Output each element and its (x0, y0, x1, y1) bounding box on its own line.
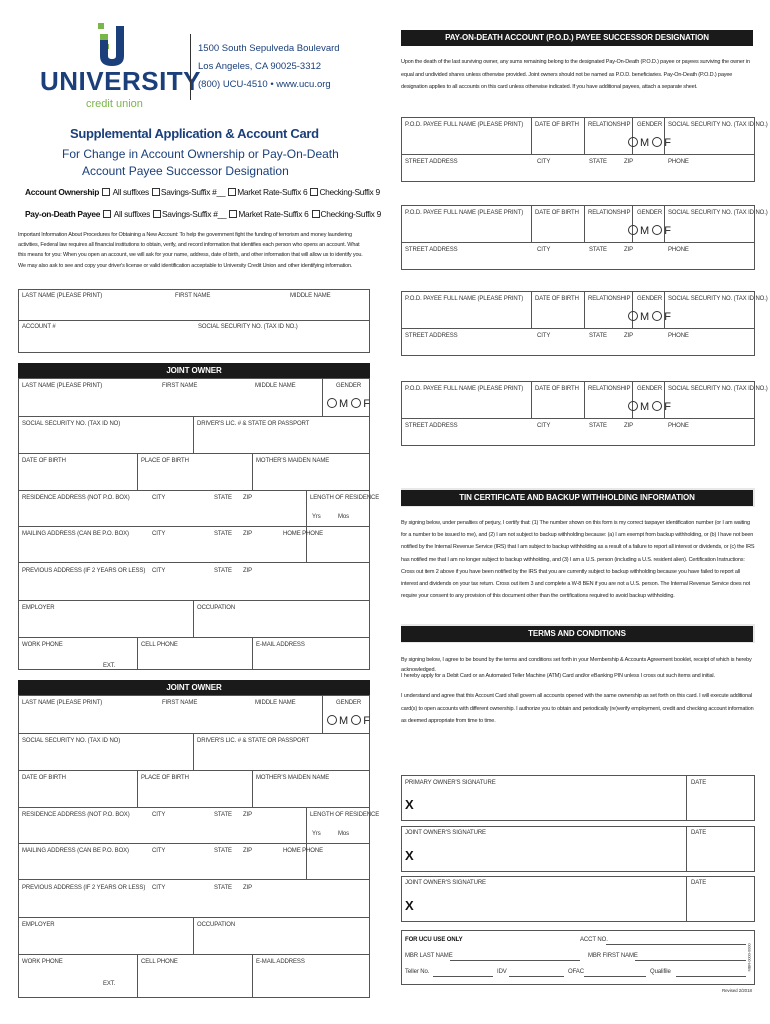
address-line-1: 1500 South Sepulveda Boulevard (198, 43, 340, 54)
terms-paragraph-1: By signing below, I agree to be bound by the terms and conditions set forth in your Membership & Accounts Agreement booklet, receipt of which is hereby acknowledged. (401, 657, 752, 673)
joint2-first-name-field[interactable]: FIRST NAME (162, 700, 198, 706)
pod4-zip-field: ZIP (624, 423, 634, 429)
pod-market-checkbox[interactable] (229, 210, 237, 218)
primary-first-name-field[interactable]: FIRST NAME (175, 293, 211, 299)
primary-middle-name-field[interactable]: MIDDLE NAME (290, 293, 331, 299)
joint1-prev-city-label: CITY (152, 568, 166, 574)
pod1-dob-field[interactable]: DATE OF BIRTH (535, 122, 579, 128)
joint1-work-phone-field[interactable]: WORK PHONE (22, 642, 63, 648)
important-info-text: Important Information About Procedures for Obtaining a New Account: To help the government fight the funding of terrorism and money laundering activities, Federal law requires all financial institutions to obtain, verify, and record information that identifies each person who opens an account. What this means for you: When you open an account, we will ask for your name, address, date of birth, and other information that will allow us to identify you. We may also ask to see and copy your driver's license or valid identification acceptable to University Credit Union and other identifying information. (18, 232, 363, 269)
joint2-work-phone-field[interactable]: WORK PHONE (22, 959, 63, 965)
pod2-gender-options[interactable]: M F (628, 225, 671, 237)
pod4-phone-field[interactable]: PHONE (668, 423, 689, 429)
joint2-signature-label: JOINT OWNER'S SIGNATURE (405, 880, 486, 886)
pod1-zip-field: ZIP (624, 159, 634, 165)
logo-subtitle: credit union (86, 98, 143, 110)
pod2-name-field[interactable]: P.O.D. PAYEE FULL NAME (PLEASE PRINT) (405, 210, 524, 216)
joint2-dob-field[interactable]: DATE OF BIRTH (22, 775, 66, 781)
pod1-state-field: STATE (589, 159, 607, 165)
ownership-savings-checkbox[interactable] (152, 188, 160, 196)
account-ownership-row: Account Ownership All suffixes Savings-Suffix #__ Market Rate-Suffix 6 Checking-Suffix 9 (25, 187, 380, 197)
pod3-gender-options[interactable]: M F (628, 311, 671, 323)
pod3-dob-field[interactable]: DATE OF BIRTH (535, 296, 579, 302)
joint1-cell-field[interactable]: CELL PHONE (141, 642, 178, 648)
primary-signature-label: PRIMARY OWNER'S SIGNATURE (405, 780, 496, 786)
primary-account-field[interactable]: ACCOUNT # (22, 324, 56, 330)
joint1-previous-field[interactable]: PREVIOUS ADDRESS (IF 2 YEARS OR LESS) (22, 568, 146, 574)
joint2-mos-label: Mos (338, 831, 350, 837)
revised-date: Revised 2/2018 (722, 988, 752, 993)
joint1-first-name-field[interactable]: FIRST NAME (162, 383, 198, 389)
pod1-rel-field[interactable]: RELATIONSHIP (588, 122, 631, 128)
joint2-yrs-label: Yrs (312, 831, 321, 837)
joint-owner-2-header: JOINT OWNER (18, 680, 370, 695)
pod3-state-field: STATE (589, 333, 607, 339)
pod4-city-field: CITY (537, 423, 551, 429)
ownership-market-checkbox[interactable] (228, 188, 236, 196)
address-line-2: Los Angeles, CA 90025-3312 (198, 61, 322, 72)
joint2-occupation-field[interactable]: OCCUPATION (197, 922, 236, 928)
joint2-ssn-field[interactable]: SOCIAL SECURITY NO. (TAX ID NO) (22, 738, 121, 744)
pod2-state-field: STATE (589, 247, 607, 253)
joint1-maiden-field[interactable]: MOTHER'S MAIDEN NAME (256, 458, 330, 464)
joint2-signature-x: X (405, 898, 414, 913)
pod1-gender-options[interactable]: M F (628, 137, 671, 149)
office-mbr-last-label: MBR LAST NAME (405, 953, 453, 959)
pod-section-header: PAY-ON-DEATH ACCOUNT (P.O.D.) PAYEE SUCCESSOR DESIGNATION (401, 30, 753, 46)
pod2-dob-field[interactable]: DATE OF BIRTH (535, 210, 579, 216)
joint2-cell-field[interactable]: CELL PHONE (141, 959, 178, 965)
joint1-length-label: LENGTH OF RESIDENCE (310, 495, 380, 501)
joint1-signature-x: X (405, 848, 414, 863)
joint1-mail-city-label: CITY (152, 531, 166, 537)
joint1-res-zip-label: ZIP (243, 495, 253, 501)
tin-section-header: TIN CERTIFICATE AND BACKUP WITHHOLDING INFORMATION (401, 490, 753, 506)
joint1-res-city-label: CITY (152, 495, 166, 501)
form-number-vertical: MBR-0000-0000 (746, 943, 752, 972)
joint2-res-state-label: STATE (214, 812, 232, 818)
joint2-employer-field[interactable]: EMPLOYER (22, 922, 55, 928)
page-subtitle-2: Account Payee Successor Designation (82, 164, 289, 178)
joint1-email-field[interactable]: E-MAIL ADDRESS (256, 642, 305, 648)
joint1-prev-state-label: STATE (214, 568, 232, 574)
pod1-city-field: CITY (537, 159, 551, 165)
pod2-street-field[interactable]: STREET ADDRESS (405, 247, 458, 253)
joint1-mos-label: Mos (338, 514, 350, 520)
pod-all-checkbox[interactable] (103, 210, 111, 218)
pod3-ssn-field[interactable]: SOCIAL SECURITY NO. (TAX ID NO.) (668, 296, 768, 302)
joint1-middle-name-field[interactable]: MIDDLE NAME (255, 383, 296, 389)
joint1-mailing-field[interactable]: MAILING ADDRESS (CAN BE P.O. BOX) (22, 531, 129, 537)
pod4-name-field[interactable]: P.O.D. PAYEE FULL NAME (PLEASE PRINT) (405, 386, 524, 392)
tin-text: By signing below, under penalties of perjury, I certify that: (1) The number shown on this form is my correct taxpayer identification number (or I am waiting for a number to be issued to me), and (2) I am not subject to backup withholding because: (a) I am exempt from backup withholding, or (b) I have not been notified by the Internal Revenue Service (IRS) that I am subject to backup withholding as a result of a failure to report all interest or dividends, or (c) the IRS has notified me that I am no longer subject to backup withholding, and (3) I am a U.S. person (including a U.S. resident alien). Certification Instructions: Cross out item 2 above if you have been notified by the IRS that you are currently subject to backup withholding because you have failed to report all interest and dividends on your tax return. Cross out item 3 and complete a W-8 BEN if you are not a U.S. person. The Internal Revenue Service does not require your consent to any provision of this document other than the certifications required to avoid backup withholding. (401, 520, 755, 600)
office-teller-label: Teller No. (405, 969, 430, 975)
joint1-ssn-field[interactable]: SOCIAL SECURITY NO. (TAX ID NO) (22, 421, 121, 427)
joint2-prev-state-label: STATE (214, 885, 232, 891)
pod2-city-field: CITY (537, 247, 551, 253)
pod-payee-row: Pay-on-Death Payee All suffixes Savings-Suffix #__ Market Rate-Suffix 6 Checking-Suffix 9 (25, 209, 381, 219)
joint1-mail-state-label: STATE (214, 531, 232, 537)
terms-paragraph-2: I hereby apply for a Debit Card or an Automated Teller Machine (ATM) Card and/or eBanking PIN unless I cross out such items and initial. (401, 673, 715, 679)
joint2-last-name-field[interactable]: LAST NAME (PLEASE PRINT) (22, 700, 103, 706)
joint1-employer-field[interactable]: EMPLOYER (22, 605, 55, 611)
joint2-mail-zip-label: ZIP (243, 848, 253, 854)
primary-last-name-field[interactable]: LAST NAME (PLEASE PRINT) (22, 293, 103, 299)
logo-mark-icon (88, 18, 138, 68)
pod4-state-field: STATE (589, 423, 607, 429)
joint2-email-field[interactable]: E-MAIL ADDRESS (256, 959, 305, 965)
pod4-gender-field: GENDER (637, 386, 663, 392)
pod3-gender-field: GENDER (637, 296, 663, 302)
pod-savings-checkbox[interactable] (153, 210, 161, 218)
joint1-yrs-label: Yrs (312, 514, 321, 520)
logo (40, 18, 202, 113)
joint1-mail-zip-label: ZIP (243, 531, 253, 537)
terms-paragraph-3: I understand and agree that this Account Card shall govern all accounts opened with the same ownership as set forth on this card. I will execute additional card(s) to open accounts with different ownership. I authorize you to obtain and periodically (re)verify employment, credit and checking account information as deemed appropriate from time to time. (401, 693, 754, 725)
joint2-res-zip-label: ZIP (243, 812, 253, 818)
joint2-res-city-label: CITY (152, 812, 166, 818)
page-title: Supplemental Application & Account Card (70, 126, 319, 141)
joint1-pob-field[interactable]: PLACE OF BIRTH (141, 458, 189, 464)
logo-wordmark: UNIVERSITY (40, 66, 202, 96)
joint2-prev-city-label: CITY (152, 885, 166, 891)
joint2-dl-field[interactable]: DRIVER'S LIC. # & STATE OR PASSPORT (197, 738, 310, 744)
joint1-last-name-field[interactable]: LAST NAME (PLEASE PRINT) (22, 383, 103, 389)
joint2-middle-name-field[interactable]: MIDDLE NAME (255, 700, 296, 706)
joint1-prev-zip-label: ZIP (243, 568, 253, 574)
joint2-prev-zip-label: ZIP (243, 885, 253, 891)
pod3-name-field[interactable]: P.O.D. PAYEE FULL NAME (PLEASE PRINT) (405, 296, 524, 302)
joint1-ext-label: EXT. (103, 663, 116, 669)
joint1-gender-label: GENDER (336, 383, 362, 389)
joint2-residence-field[interactable]: RESIDENCE ADDRESS (NOT P.O. BOX) (22, 812, 130, 818)
pod2-zip-field: ZIP (624, 247, 634, 253)
office-acct-label: ACCT NO. (580, 937, 608, 943)
joint1-date-label: DATE (691, 830, 707, 836)
ownership-all-checkbox[interactable] (102, 188, 110, 196)
pod1-name-field[interactable]: P.O.D. PAYEE FULL NAME (PLEASE PRINT) (405, 122, 524, 128)
joint-owner-1-header: JOINT OWNER (18, 363, 370, 378)
pod1-street-field[interactable]: STREET ADDRESS (405, 159, 458, 165)
pod1-gender-field: GENDER (637, 122, 663, 128)
primary-signature-x: X (405, 797, 414, 812)
joint2-home-phone-field[interactable]: HOME PHONE (283, 848, 324, 854)
joint2-mailing-field[interactable]: MAILING ADDRESS (CAN BE P.O. BOX) (22, 848, 129, 854)
joint2-pob-field[interactable]: PLACE OF BIRTH (141, 775, 189, 781)
pod1-ssn-field[interactable]: SOCIAL SECURITY NO. (TAX ID NO.) (668, 122, 768, 128)
office-mbr-first-label: MBR FIRST NAME (588, 953, 638, 959)
joint1-signature-label: JOINT OWNER'S SIGNATURE (405, 830, 486, 836)
pod4-street-field[interactable]: STREET ADDRESS (405, 423, 458, 429)
joint1-res-state-label: STATE (214, 495, 232, 501)
joint1-dl-field[interactable]: DRIVER'S LIC. # & STATE OR PASSPORT (197, 421, 310, 427)
pod4-gender-options[interactable]: M F (628, 401, 671, 413)
pod1-phone-field[interactable]: PHONE (668, 159, 689, 165)
joint2-ext-label: EXT. (103, 981, 116, 987)
pod2-ssn-field[interactable]: SOCIAL SECURITY NO. (TAX ID NO.) (668, 210, 768, 216)
primary-date-label: DATE (691, 780, 707, 786)
office-qualifile-label: Qualifile (650, 969, 671, 975)
primary-ssn-field[interactable]: SOCIAL SECURITY NO. (TAX ID NO.) (198, 324, 298, 330)
joint1-home-phone-field[interactable]: HOME PHONE (283, 531, 324, 537)
joint1-dob-field[interactable]: DATE OF BIRTH (22, 458, 66, 464)
address-line-3: (800) UCU-4510 • www.ucu.org (198, 79, 331, 90)
joint2-maiden-field[interactable]: MOTHER'S MAIDEN NAME (256, 775, 330, 781)
terms-section-header: TERMS AND CONDITIONS (401, 626, 753, 642)
pod4-rel-field[interactable]: RELATIONSHIP (588, 386, 631, 392)
office-ofac-label: OFAC (568, 969, 584, 975)
office-use-title: FOR UCU USE ONLY (405, 937, 463, 943)
joint2-length-label: LENGTH OF RESIDENCE (310, 812, 380, 818)
pod3-city-field: CITY (537, 333, 551, 339)
pod3-zip-field: ZIP (624, 333, 634, 339)
pod2-phone-field[interactable]: PHONE (668, 247, 689, 253)
joint1-occupation-field[interactable]: OCCUPATION (197, 605, 236, 611)
pod-explanation: Upon the death of the last surviving owner, any sums remaining belong to the designated Pay-On-Death (P.O.D.) payee or payees surviving the owner in equal and undivided shares unless otherwise provided. Joint owners should not be named as P.O.D. beneficiaries. Pay-On-Death (P.O.D.) payee designation applies to all accounts on this card unless otherwise indicated. If you have additional payees, attach a separate sheet. (401, 59, 750, 90)
joint2-gender-options[interactable]: M F (327, 715, 370, 727)
joint2-gender-label: GENDER (336, 700, 362, 706)
ownership-checking-checkbox[interactable] (310, 188, 318, 196)
pod2-gender-field: GENDER (637, 210, 663, 216)
pod2-rel-field[interactable]: RELATIONSHIP (588, 210, 631, 216)
joint2-previous-field[interactable]: PREVIOUS ADDRESS (IF 2 YEARS OR LESS) (22, 885, 146, 891)
pod3-street-field[interactable]: STREET ADDRESS (405, 333, 458, 339)
pod3-rel-field[interactable]: RELATIONSHIP (588, 296, 631, 302)
joint2-mail-state-label: STATE (214, 848, 232, 854)
pod3-phone-field[interactable]: PHONE (668, 333, 689, 339)
pod-checking-checkbox[interactable] (312, 210, 320, 218)
joint2-mail-city-label: CITY (152, 848, 166, 854)
pod4-dob-field[interactable]: DATE OF BIRTH (535, 386, 579, 392)
joint2-date-label: DATE (691, 880, 707, 886)
page-subtitle-1: For Change in Account Ownership or Pay-On-Death (62, 147, 339, 161)
office-idv-label: IDV (497, 969, 507, 975)
joint1-residence-field[interactable]: RESIDENCE ADDRESS (NOT P.O. BOX) (22, 495, 130, 501)
pod4-ssn-field[interactable]: SOCIAL SECURITY NO. (TAX ID NO.) (668, 386, 768, 392)
joint1-gender-options[interactable]: M F (327, 398, 370, 410)
